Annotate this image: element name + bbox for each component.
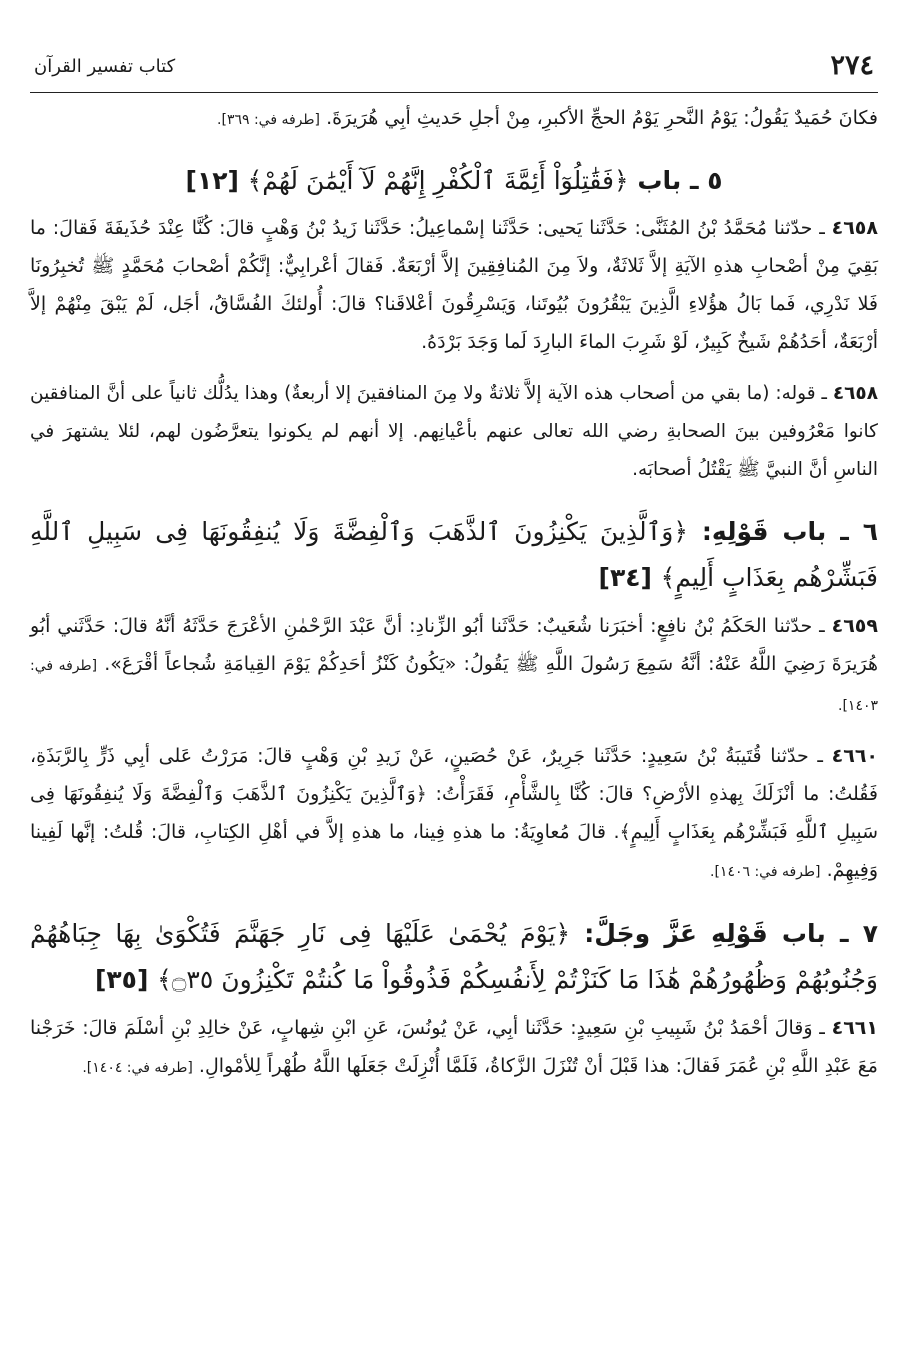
page-header [30,40,878,93]
book-page [30,40,878,1336]
chapter-label: ٦ ـ باب قَوْلِهِ: [701,517,878,546]
hadith-4661 [30,1009,878,1087]
chapter-verse: ﴿وَٱلَّذِينَ يَكْنِزُونَ ٱلذَّهَبَ وَٱلْفِضَّةَ وَلَا يُنفِقُونَهَا فِى سَبِيلِ ٱللَّهِ فَبَشِّرْهُم بِعَذَابٍ أَلِيمٍ﴾ [30,517,878,592]
chapter-heading-5 [30,159,878,203]
chapter-verse: ﴿يَوْمَ يُحْمَىٰ عَلَيْهَا فِى نَارِ جَهَنَّمَ فَتُكْوَىٰ بِهَا جِبَاهُهُمْ وَجُنُوبُهُمْ وَظُهُورُهُمْ هَٰذَا مَا كَنَزْتُمْ لِأَنفُسِكُمْ فَذُوقُواْ مَا كُنتُمْ تَكْنِزُونَ ۝٣٥﴾ [30,919,878,994]
hadith-number: ٤٦٦١ [831,1017,878,1039]
hadith-reference: [طرفه في: ١٤٠٣]. [30,658,878,714]
intro-paragraph [30,99,878,139]
intro-text: فكانَ حُمَيدٌ يَقُولُ: يَوْمُ النَّحرِ يَوْمُ الحجِّ الأكبرِ، مِنْ أجلِ حَديثِ أبِي هُرَيرَةَ. [326,107,878,129]
hadith-number: ٤٦٥٨ [831,217,878,239]
hadith-text: ـ حدّثنا قُتَيبَةُ بْنُ سَعِيدٍ: حَدَّثَنا جَرِيرٌ، عَنْ حُصَينٍ، عَنْ زَيدِ بْنِ وَهْبٍ قالَ: مَرَرْتُ عَلى أبِي ذَرٍّ بِالرَّبَذَةِ، فَقُلتُ: ما أنْزَلَكَ بِهذهِ الأرْضِ؟ قالَ: كُنَّا بِالشَّأْمِ، فَقَرَأْتُ: ﴿وَٱلَّذِينَ يَكْنِزُونَ ٱلذَّهَبَ وَٱلْفِضَّةَ وَلَا يُنفِقُونَهَا فِى سَبِيلِ ٱللَّهِ فَبَشِّرْهُم بِعَذَابٍ أَلِيمٍ﴾. قالَ مُعاوِيَةُ: ما هذهِ فِينا، ما هذهِ إلاَّ في أهْلِ الكِتابِ، قالَ: قُلتُ: إنَّها لَفِينا وَفِيهِمْ. [30,745,878,881]
running-title: كتاب تفسير القرآن [34,56,176,77]
hadith-4658 [30,209,878,361]
page-body [30,99,878,1087]
hadith-number: ٤٦٥٩ [831,615,878,637]
commentary-4658 [30,375,878,489]
chapter-label: ٧ ـ باب قَوْلِهِ عَزَّ وجَلَّ: [584,919,878,948]
hadith-4660 [30,737,878,891]
intro-reference: [طرفه في: ٣٦٩]. [217,112,321,128]
hadith-reference: [طرفه في: ١٤٠٦]. [710,864,821,880]
chapter-heading-7 [30,911,878,1003]
chapter-verse-number: [٣٤] [598,563,652,592]
hadith-number: ٤٦٦٠ [831,745,879,767]
commentary-text: ـ قوله: (ما بقي من أصحاب هذه الآية إلاَّ ثلاثةٌ ولا مِنَ المنافقينَ إلا أربعةٌ) وهذا يدُلُّك ثانياً على أنَّ المنافقين كانوا مَعْرُوفين بينَ الصحابةِ رضي الله تعالى عنهم بأعْيانِهم. إلا أنهم لم يكونوا يتعرَّضُون لهم، لئلا يشتهرَ في الناسِ أنَّ النبيَّ ﷺ يَقْتُلُ أصحابَه. [30,383,878,480]
chapter-verse-number: [٣٥] [94,965,149,994]
commentary-number: ٤٦٥٨ [832,383,878,404]
hadith-4659 [30,607,878,725]
hadith-text: ـ وَقالَ أحْمَدُ بْنُ شَبِيبِ بْنِ سَعِيدٍ: حَدَّثَنا أبِي، عَنْ يُونُسَ، عَنِ ابْنِ شِهابٍ، عَنْ خالِدِ بْنِ أسْلَمَ قالَ: خَرَجْنا مَعَ عَبْدِ اللَّهِ بْنِ عُمَرَ فَقالَ: هذا قَبْلَ أنْ تُنْزَلَ الزَّكاةُ، فَلَمَّا أُنْزِلَتْ جَعَلَها اللَّهُ طُهْراً لِلأمْوالِ. [30,1017,878,1077]
page-number: ٢٧٤ [830,50,874,81]
chapter-heading-6 [30,509,878,601]
hadith-text: ـ حدّثنا الحَكَمُ بْنُ نافِعٍ: أخبَرَنا شُعَيبٌ: حَدَّثَنا أبُو الزِّنادِ: أنَّ عَبْدَ الرَّحْمٰنِ الأعْرَجَ حَدَّثَهُ أنَّهُ قالَ: حَدَّثَني أبُو هُرَيرَةَ رَضِيَ اللَّهُ عَنْهُ: أنَّهُ سَمِعَ رَسُولَ اللَّهِ ﷺ يَقُولُ: «يَكُونُ كَنْزُ أحَدِكُمْ يَوْمَ القِيامَةِ شُجاعاً أقْرَعَ». [30,615,879,675]
chapter-verse-number: [١٢] [185,166,239,195]
hadith-reference: [طرفه في: ١٤٠٤]. [82,1060,193,1076]
chapter-verse: ﴿فَقَٰتِلُوٓاْ أَئِمَّةَ ٱلْكُفْرِ إِنَّهُمْ لَآ أَيْمَٰنَ لَهُمْ﴾ [247,166,629,195]
hadith-text: ـ حدّثنا مُحَمَّدُ بْنُ المُثَنَّى: حَدَّثَنا يَحيى: حَدَّثَنا إسْماعِيلُ: حَدَّثَنا زَيدُ بْنُ وَهْبٍ قالَ: كُنَّا عِنْدَ حُذَيفَةَ فَقالَ: ما بَقِيَ مِنْ أصْحابِ هذهِ الآيَةِ إلاَّ ثَلاثَةٌ، ولاَ مِنَ المُنافِقِينَ إلاَّ أرْبَعَةٌ. فَقالَ أعْرابِيٌّ: إنَّكُمْ أصْحابَ مُحَمَّدٍ ﷺ تُخبِرُونَا فَلا نَدْرِي، فَما بَالُ هؤُلاءِ الَّذِينَ يَبْقُرُونَ بُيُوتَنا، وَيَسْرِقُونَ أعْلاقَنا؟ قالَ: أُولئكَ الفُسَّاقُ، أجَل، لَمْ يَبْقَ مِنْهُمْ إلاَّ أرْبَعَةٌ، أحَدُهُمْ شَيخٌ كَبِيرٌ، لَوْ شَرِبَ الماءَ البارِدَ لَما وَجَدَ بَرْدَهُ. [30,217,878,353]
chapter-label: ٥ ـ باب [637,166,723,195]
